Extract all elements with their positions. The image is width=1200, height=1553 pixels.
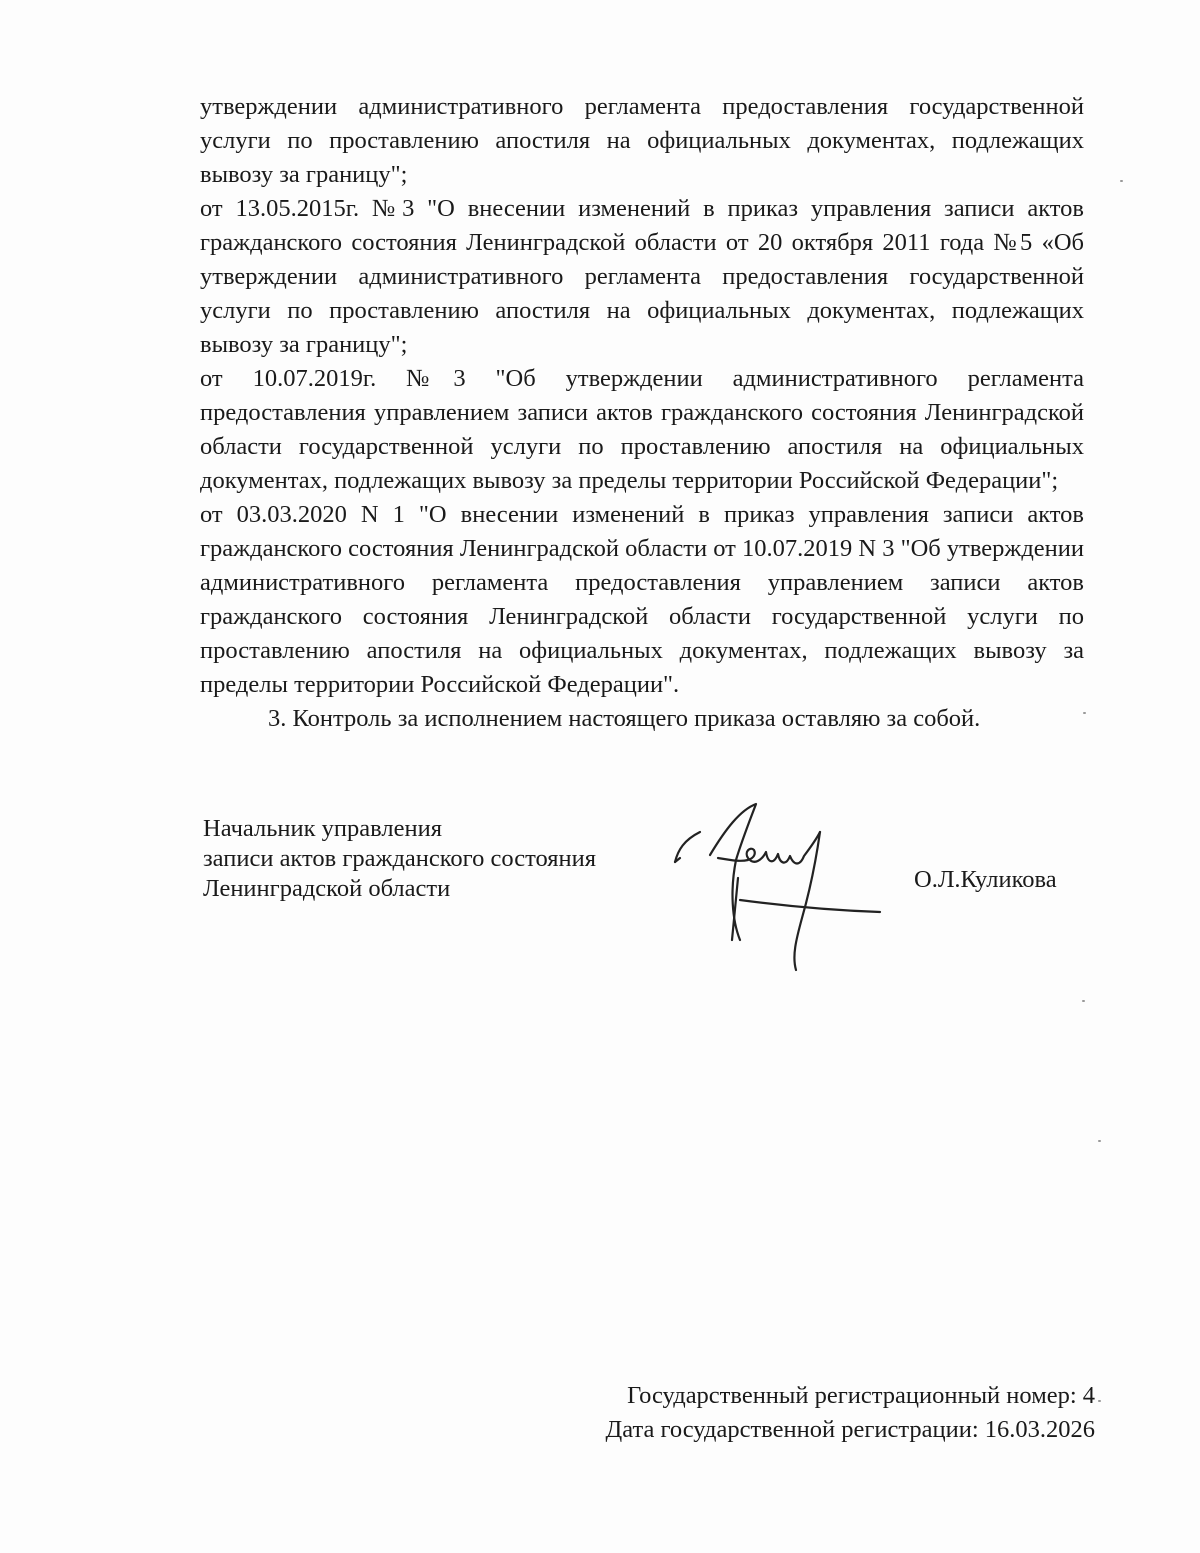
paragraph-order-2020: от 03.03.2020 N 1 "О внесении изменений в приказ управления записи актов гражданского состояния Ленинградской области от 10.07.2019 N 3 "Об утверждении административного регламента предоставления управлением записи актов гражданского состояния Ленинградской области государственной услуги по проставлению апостиля на официальных документах, подлежащих вывозу за пределы территории Российской Федерации". [200, 501, 1084, 698]
document-body [200, 90, 1084, 736]
scan-speck [1098, 1140, 1101, 1142]
paragraph-order-2019: от 10.07.2019г. №3 "Об утверждении административного регламента предоставления управлением записи актов гражданского состояния Ленинградской области государственной услуги по проставлению апостиля на официальных документах, подлежащих вывозу за пределы территории Российской Федерации"; [200, 365, 1084, 494]
clause-3: 3. Контроль за исполнением настоящего приказа оставляю за собой. [268, 705, 981, 732]
signatory-position [203, 814, 596, 904]
scan-speck [1098, 1400, 1101, 1402]
position-line-3: Ленинградской области [203, 875, 451, 902]
paragraph-order-2015: от 13.05.2015г. №3 "О внесении изменений в приказ управления записи актов гражданского состояния Ленинградской области от 20 октября 2011 года №5 «Об утверждении административного регламента предоставления государственной услуги по проставлению апостиля на официальных документах, подлежащих вывозу за границу"; [200, 195, 1084, 358]
handwritten-signature [670, 800, 890, 980]
signer-name: О.Л.Куликова [914, 866, 1057, 893]
paragraph-continuation: утверждении административного регламента предоставления государственной услуги по проставлению апостиля на официальных документах, подлежащих вывозу за границу"; [200, 93, 1084, 188]
registration-date: Дата государственной регистрации: 16.03.2026 [605, 1416, 1095, 1443]
scan-speck [1120, 180, 1123, 182]
scan-speck [1082, 1000, 1085, 1002]
scan-speck [1083, 712, 1086, 714]
position-line-2: записи актов гражданского состояния [203, 845, 597, 872]
registration-info [606, 1379, 1096, 1447]
registration-number: Государственный регистрационный номер: 4 [627, 1382, 1095, 1409]
position-line-1: Начальник управления [203, 815, 442, 842]
